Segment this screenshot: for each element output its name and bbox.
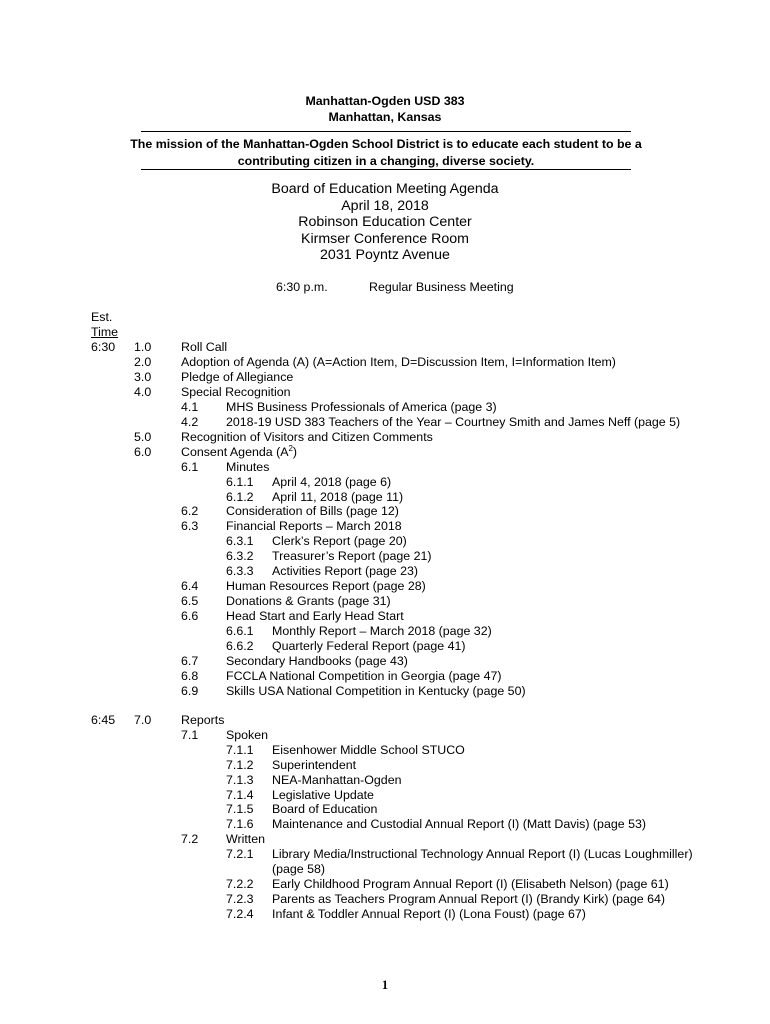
est-time: 6:30 (91, 340, 116, 354)
page-number: 1 (381, 978, 389, 992)
item-label: Recognition of Visitors and Citizen Comments (181, 430, 433, 444)
item-number: 1.0 (134, 340, 152, 354)
meeting-date: April 18, 2018 (341, 197, 429, 214)
item-number: 7.1.3 (226, 773, 254, 787)
mission-statement: The mission of the Manhattan-Ogden School District is to educate each student to be a contributing citizen in a changing, diverse society. (130, 137, 642, 168)
item-number: 6.6.1 (226, 624, 254, 638)
meeting-venue: Robinson Education Center (298, 214, 472, 231)
item-number: 6.5 (181, 594, 199, 608)
item-label: Consideration of Bills (page 12) (226, 504, 399, 518)
item-number: 7.2.3 (226, 892, 254, 906)
item-label: Head Start and Early Head Start (226, 609, 404, 623)
superscript: 2 (288, 443, 293, 453)
time-label: Time (91, 325, 119, 339)
item-number: 6.1.2 (226, 490, 254, 504)
item-label: Maintenance and Custodial Annual Report (I) (Matt Davis) (page 53) (272, 817, 646, 831)
item-label: Special Recognition (181, 385, 291, 399)
item-number: 6.9 (181, 684, 199, 698)
item-number: 6.4 (181, 579, 199, 593)
item-number: 7.1 (181, 728, 199, 742)
item-label: Minutes (226, 460, 270, 474)
top-rule (141, 131, 631, 132)
item-number: 7.2.4 (226, 907, 254, 921)
item-number: 2.0 (134, 355, 152, 369)
item-label: Activities Report (page 23) (272, 564, 419, 578)
item-label: FCCLA National Competition in Georgia (page 47) (226, 669, 502, 683)
item-label: Pledge of Allegiance (181, 370, 294, 384)
item-label: Superintendent (272, 758, 357, 772)
item-number: 7.1.6 (226, 817, 254, 831)
item-label: Reports (181, 713, 225, 727)
item-number: 6.2 (181, 504, 199, 518)
item-label: Quarterly Federal Report (page 41) (272, 639, 466, 653)
item-label: NEA-Manhattan-Ogden (272, 773, 402, 787)
district-city: Manhattan, Kansas (328, 110, 442, 124)
item-label-continuation: (page 58) (272, 862, 326, 876)
item-number: 6.3.1 (226, 534, 254, 548)
district-name: Manhattan-Ogden USD 383 (305, 94, 465, 108)
item-label: Infant & Toddler Annual Report (I) (Lona Foust) (page 67) (272, 907, 586, 921)
meeting-title-block (0, 181, 770, 264)
item-label: April 4, 2018 (page 6) (272, 475, 392, 489)
item-number: 7.1.4 (226, 788, 254, 802)
item-label-text: Consent Agenda (A (181, 445, 289, 459)
item-number: 6.7 (181, 654, 199, 668)
item-label: April 11, 2018 (page 11) (272, 490, 404, 504)
item-number: 6.6.2 (226, 639, 254, 653)
item-label: Human Resources Report (page 28) (226, 579, 426, 593)
item-label: MHS Business Professionals of America (page 3) (226, 400, 497, 414)
item-label: Secondary Handbooks (page 43) (226, 654, 408, 668)
item-number: 6.3.2 (226, 549, 254, 563)
item-label: 2018-19 USD 383 Teachers of the Year – Courtney Smith and James Neff (page 5) (226, 415, 681, 429)
item-number: 4.0 (134, 385, 152, 399)
item-label: Financial Reports – March 2018 (226, 519, 402, 533)
item-label-close: ) (292, 445, 298, 459)
item-label: Eisenhower Middle School STUCO (272, 743, 465, 757)
item-label: Skills USA National Competition in Kentucky (page 50) (226, 684, 526, 698)
est-time: 6:45 (91, 713, 116, 727)
meeting-title: Board of Education Meeting Agenda (271, 181, 499, 197)
item-number: 4.2 (181, 415, 199, 429)
item-label: Donations & Grants (page 31) (226, 594, 391, 608)
item-label: Treasurer’s Report (page 21) (272, 549, 432, 563)
item-number: 5.0 (134, 430, 152, 444)
item-label: Monthly Report – March 2018 (page 32) (272, 624, 492, 638)
meeting-type: Regular Business Meeting (369, 280, 514, 294)
item-number: 7.1.5 (226, 802, 254, 816)
item-number: 6.1.1 (226, 475, 254, 489)
item-label (181, 445, 297, 460)
item-number: 6.3 (181, 519, 199, 533)
item-number: 7.1.1 (226, 743, 254, 757)
item-label: Library Media/Instructional Technology Annual Report (I) (Lucas Loughmiller) (272, 847, 693, 861)
meeting-time: 6:30 p.m. (276, 280, 328, 294)
item-number: 6.0 (134, 445, 152, 459)
item-number: 7.0 (134, 713, 152, 727)
item-label: Clerk’s Report (page 20) (272, 534, 407, 548)
item-number: 6.3.3 (226, 564, 254, 578)
item-label: Early Childhood Program Annual Report (I) (Elisabeth Nelson) (page 61) (272, 877, 669, 891)
item-number: 3.0 (134, 370, 152, 384)
item-number: 7.2.1 (226, 847, 254, 861)
item-label: Spoken (226, 728, 269, 742)
est-label: Est. (91, 310, 113, 324)
item-number: 6.1 (181, 460, 199, 474)
item-number: 7.1.2 (226, 758, 254, 772)
item-label: Board of Education (272, 802, 378, 816)
item-number: 7.2 (181, 832, 199, 846)
item-number: 4.1 (181, 400, 199, 414)
bottom-rule (141, 169, 631, 170)
item-label: Adoption of Agenda (A) (A=Action Item, D=Discussion Item, I=Information Item) (181, 355, 616, 369)
item-label: Parents as Teachers Program Annual Report (I) (Brandy Kirk) (page 64) (272, 892, 666, 906)
item-label: Roll Call (181, 340, 228, 354)
item-number: 6.8 (181, 669, 199, 683)
item-number: 7.2.2 (226, 877, 254, 891)
item-label: Legislative Update (272, 788, 374, 802)
item-label: Written (226, 832, 266, 846)
meeting-room: Kirmser Conference Room (301, 230, 469, 247)
item-number: 6.6 (181, 609, 199, 623)
meeting-address: 2031 Poyntz Avenue (320, 247, 450, 264)
